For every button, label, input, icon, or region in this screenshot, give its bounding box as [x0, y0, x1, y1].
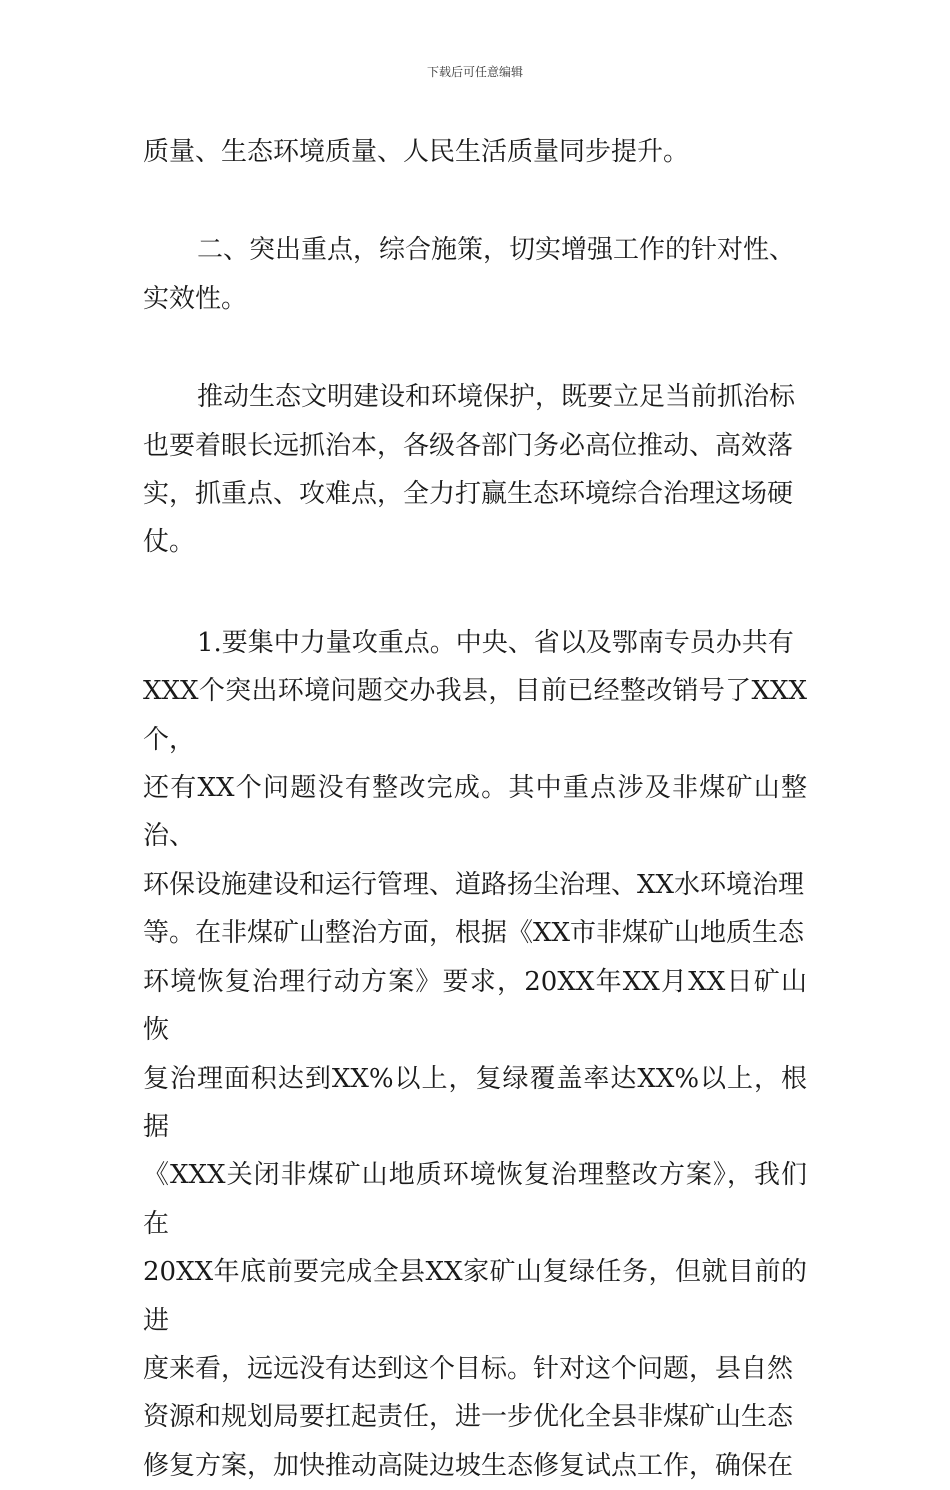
document-body: [143, 128, 807, 1490]
page-header-note: 下载后可任意编辑: [426, 65, 523, 79]
section-heading-two: 二、突出重点，综合施策，切实增强工作的针对性、 实效性。: [143, 235, 796, 314]
paragraph-item-one: 1.要集中力量攻重点。中央、省以及鄂南专员办共有 XXX个突出环境问题交办我县，目前已经整改销号了XXX个， 还有XX个问题没有整改完成。其中重点涉及非煤矿山整治、 环保设施建设和运行管理、道路扬尘治理、XX水环境治理 等。在非煤矿山整治方面，根据《XX市非煤矿山地质生态 环境恢复治理行动方案》要求，20XX年XX月XX日矿山恢 复治理面积达到XX%以上，复绿覆盖率达XX%以上，根据 《XXX关闭非煤矿山地质环境恢复治理整改方案》，我们在 20XX年底前要完成全县XX家矿山复绿任务，但就目前的进 度来看，远远没有达到这个目标。针对这个问题，县自然 资源和规划局要扛起责任，进一步优化全县非煤矿山生态 修复方案，加快推动高陡边坡生态修复试点工作，确保在: [143, 627, 807, 1481]
paragraph-continuation: 质量、生态环境质量、人民生活质量同步提升。: [143, 137, 690, 167]
paragraph-intro: 推动生态文明建设和环境保护，既要立足当前抓治标 也要着眼长远抓治本，各级各部门务必高位推动、高效落 实，抓重点、攻难点，全力打赢生态环境综合治理这场硬 仗。: [143, 382, 796, 558]
